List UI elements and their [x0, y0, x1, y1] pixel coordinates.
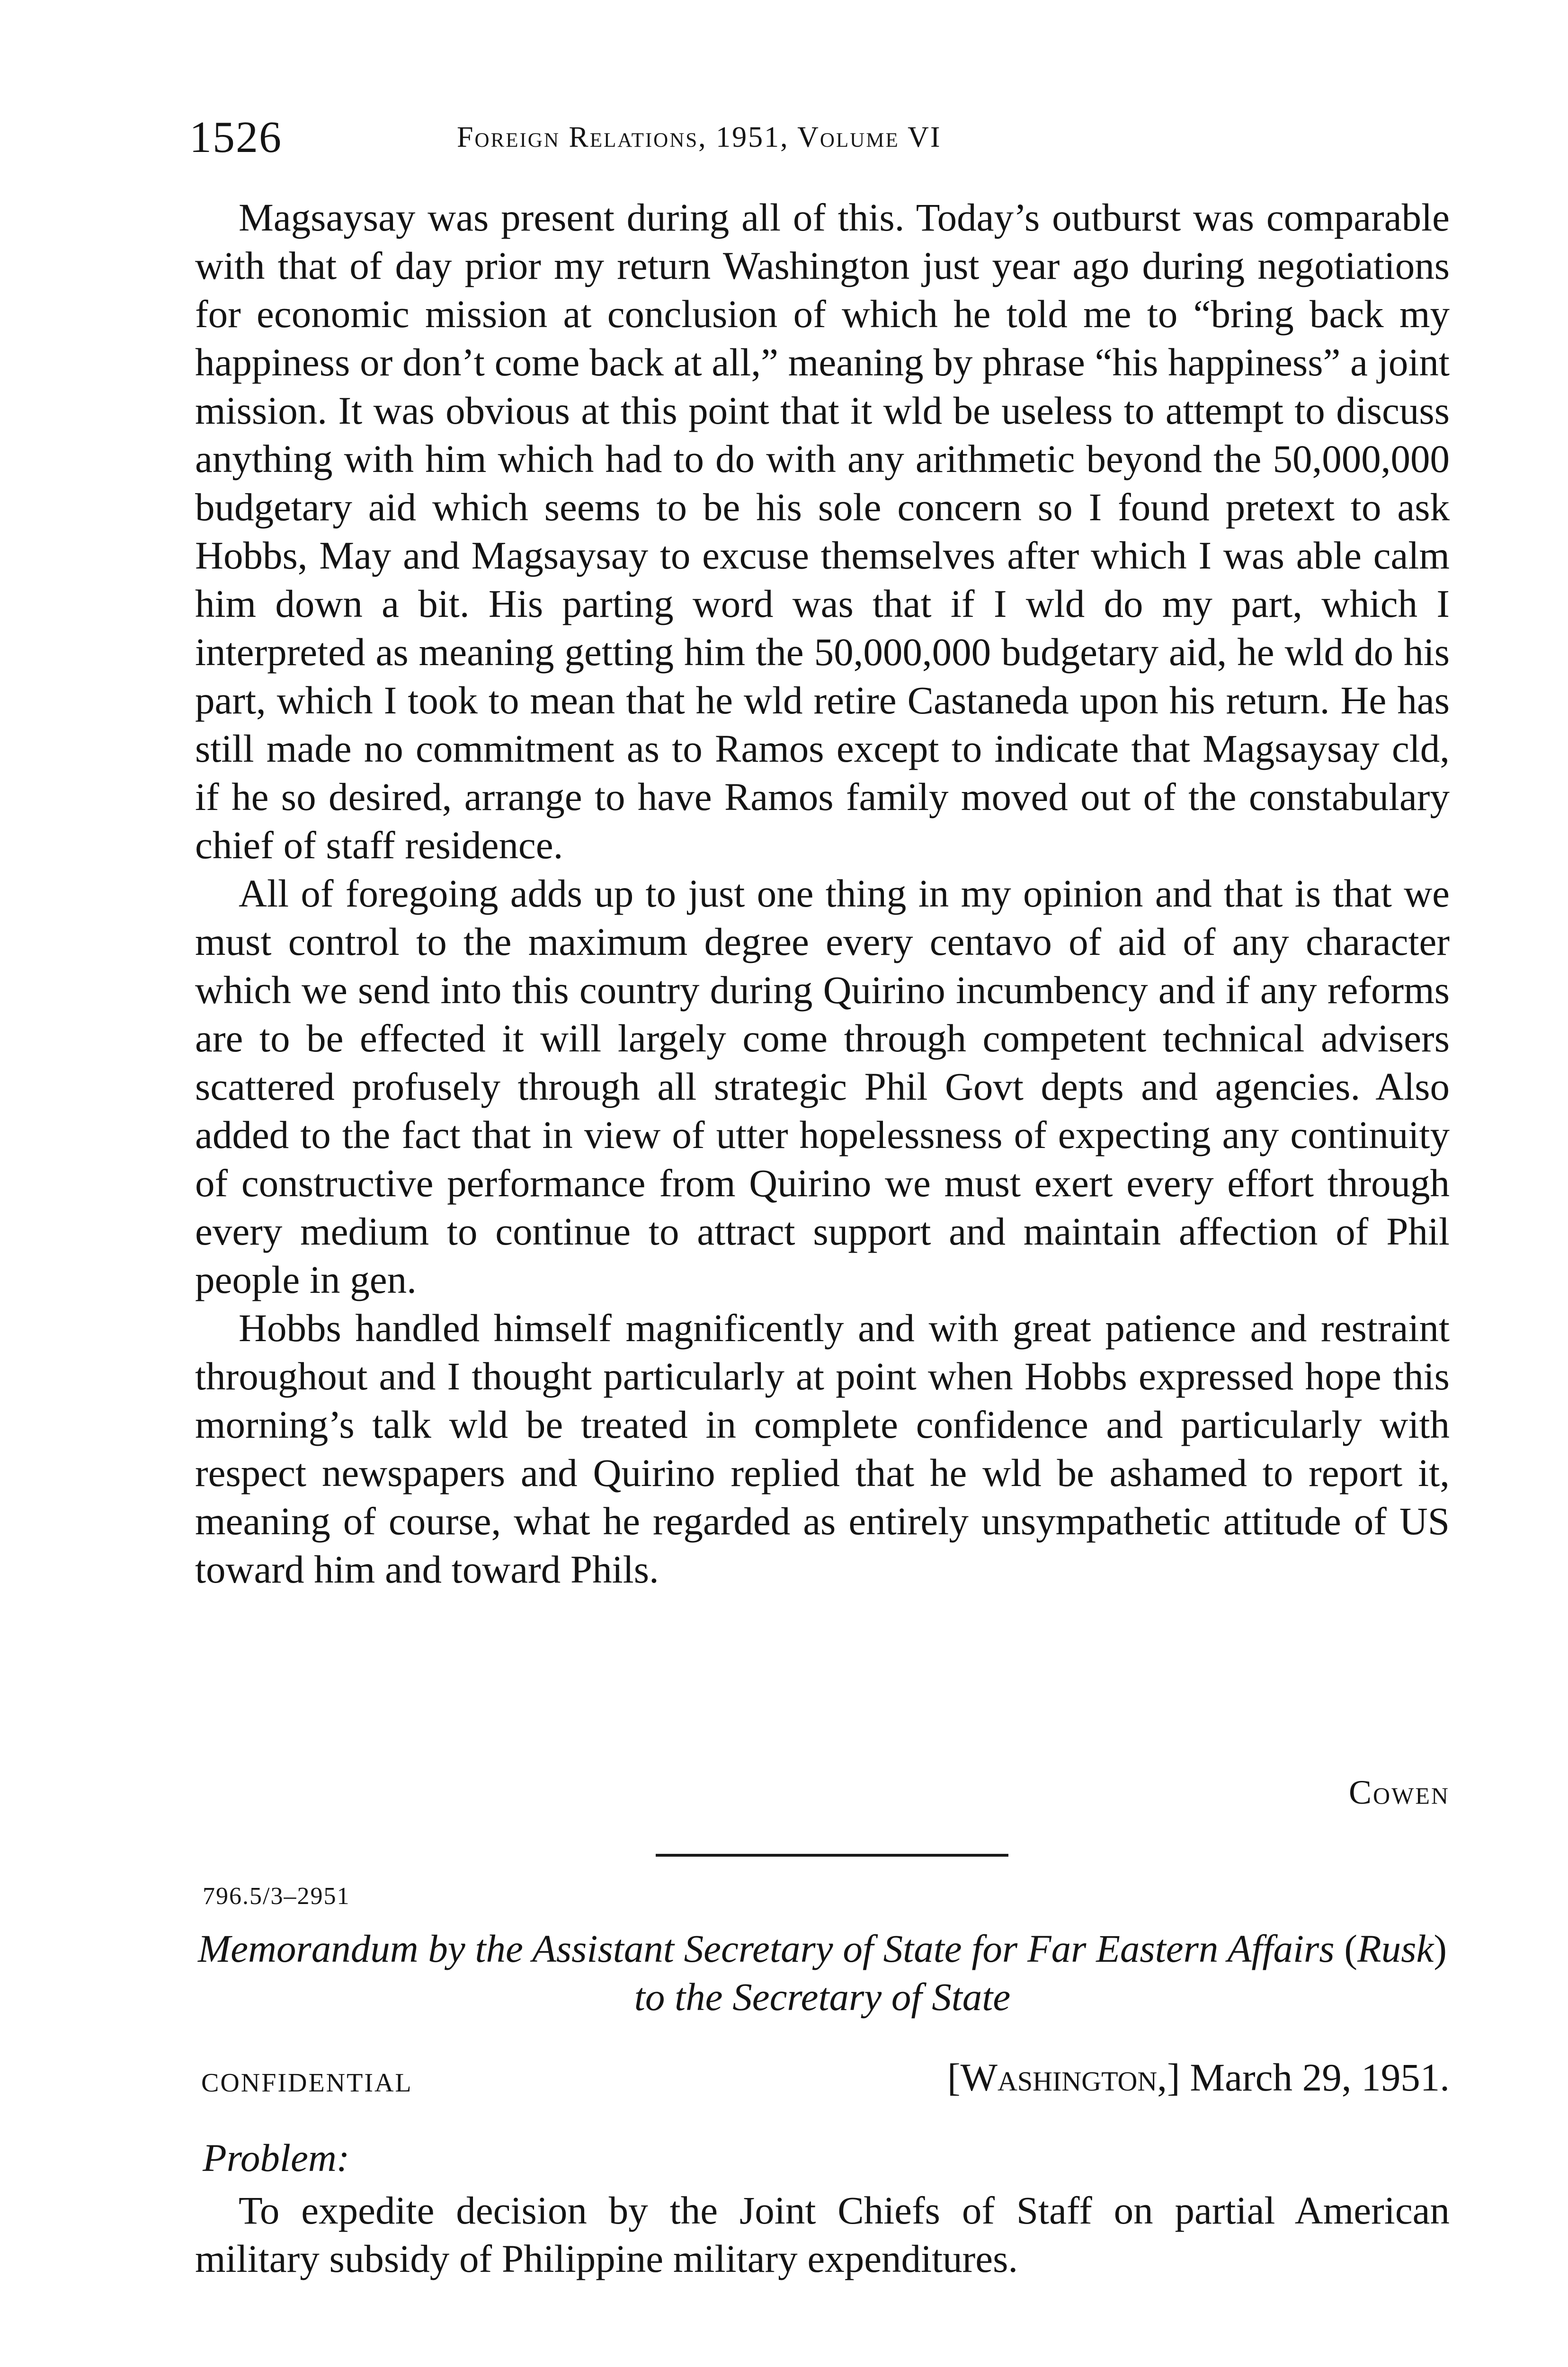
paragraph-2: All of foregoing adds up to just one thing in my opinion and that is that we must control to the maximum degree every centavo of aid of any character which we send into this country during Quirino incumbency and if any reforms are to be effected it will largely come through competent technical advisers scattered profusely through all strategic Phil Govt depts and agencies. Also added to the fact that in view of utter hopelessness of expecting any continuity of constructive performance from Quirino we must exert every effort through every medium to continue to attract support and maintain affection of Phil people in gen. — [195, 872, 1450, 1301]
problem-heading: Problem: — [203, 2136, 350, 2180]
signature: Cowen — [1349, 1773, 1450, 1811]
title-paren-close: ) — [1434, 1927, 1447, 1970]
running-head — [189, 111, 1458, 163]
classification-label: CONFIDENTIAL — [201, 2068, 413, 2098]
dateline-date: March 29, 1951. — [1190, 2056, 1450, 2099]
title-part-2: to the Secretary of State — [634, 1975, 1011, 2019]
paragraph-1: Magsaysay was present during all of this. Today’s outburst was comparable with that of day prior my return Washington just year ago during negotiations for economic mission at conclusion of which he told me to “bring back my happiness or don’t come back at all,” meaning by phrase “his happiness” a joint mission. It was obvious at this point that it wld be useless to attempt to discuss anything with him which had to do with any arithmetic beyond the 50,000,000 budgetary aid which seems to be his sole concern so I found pretext to ask Hobbs, May and Magsaysay to excuse themselves after which I was able calm him down a bit. His parting word was that if I wld do my part, which I interpreted as meaning getting him the 50,000,000 budgetary aid, he wld do his part, which I took to mean that he wld retire Castaneda upon his return. He has still made no commitment as to Ramos except to indicate that Magsaysay cld, if he so desired, arrange to have Ramos family moved out of the constabulary chief of staff residence. — [195, 196, 1450, 867]
problem-section — [195, 2186, 1450, 2283]
page-number: 1526 — [189, 113, 282, 162]
dateline-place: [Washington,] — [947, 2056, 1180, 2099]
file-number: 796.5/3–2951 — [203, 1883, 350, 1910]
continued-text — [195, 193, 1450, 1593]
section-divider — [656, 1854, 1008, 1857]
document-title — [195, 1924, 1450, 2021]
title-part-1: Memorandum by the Assistant Secretary of State for Far Eastern Affairs — [197, 1927, 1345, 1970]
running-title: Foreign Relations, 1951, Volume VI — [457, 121, 942, 153]
problem-text: To expedite decision by the Joint Chiefs of Staff on partial American military subsidy of Philippine military expenditures. — [195, 2189, 1450, 2280]
dateline — [947, 2055, 1450, 2100]
title-paren-open: ( — [1344, 1927, 1358, 1970]
title-name: Rusk — [1357, 1927, 1434, 1970]
paragraph-3: Hobbs handled himself magnificently and with great patience and restraint throughout and I thought particularly at point when Hobbs expressed hope this morning’s talk wld be treated in complete confidence and particularly with respect newspapers and Quirino replied that he wld be ashamed to report it, meaning of course, what he regarded as entirely unsympathetic attitude of US toward him and toward Phils. — [195, 1306, 1450, 1591]
